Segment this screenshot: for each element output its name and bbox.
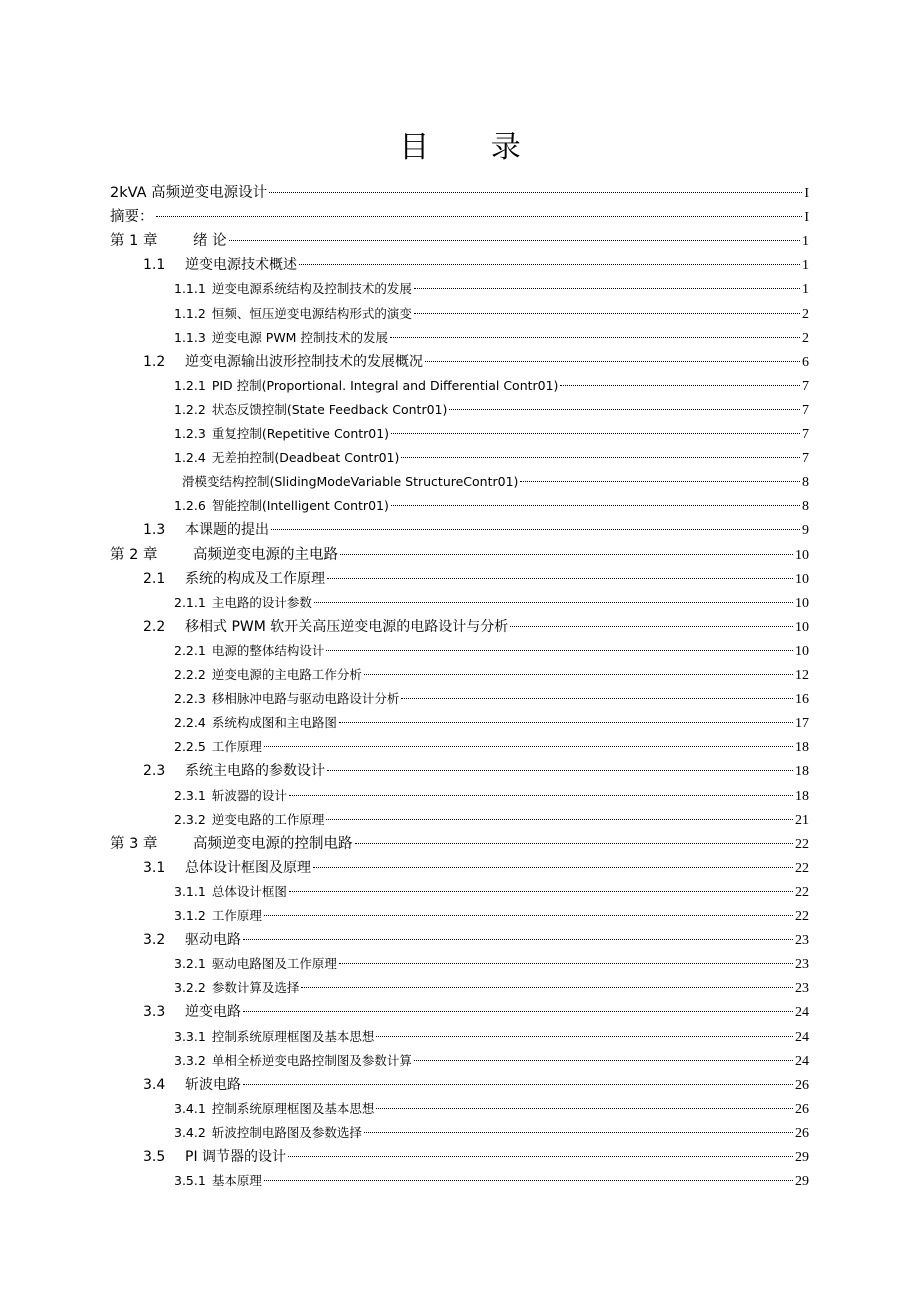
dot-leader bbox=[299, 264, 800, 265]
dot-leader bbox=[376, 1036, 793, 1037]
dot-leader bbox=[449, 409, 800, 410]
dot-leader bbox=[264, 915, 793, 916]
toc-entry-number: 1.2.3 bbox=[174, 426, 206, 441]
dot-leader bbox=[364, 674, 793, 675]
toc-entry-title: 系统的构成及工作原理 bbox=[185, 570, 325, 587]
toc-entry-page: 1 bbox=[802, 234, 809, 250]
dot-leader bbox=[376, 1108, 793, 1109]
toc-entry-page: 18 bbox=[795, 740, 809, 756]
toc-entry-title: 工作原理 bbox=[211, 739, 262, 755]
toc-entry-page: 22 bbox=[795, 860, 809, 876]
toc-entry-title: 逆变电源系统结构及控制技术的发展 bbox=[211, 281, 412, 297]
dot-leader bbox=[401, 698, 793, 699]
toc-entry-title: 总体设计框图及原理 bbox=[185, 859, 311, 876]
toc-entry-number: 1.2.2 bbox=[174, 401, 206, 417]
toc-entry-number: 1.1.3 bbox=[174, 329, 206, 345]
toc-entry-number: 2.2.4 bbox=[174, 715, 206, 731]
toc-entry[interactable] bbox=[143, 253, 809, 277]
toc-entry-number: 2.1.1 bbox=[174, 594, 206, 610]
dot-leader bbox=[326, 819, 793, 820]
toc-entry-page: 24 bbox=[795, 1053, 809, 1069]
toc-entry[interactable] bbox=[174, 904, 809, 928]
toc-entry[interactable] bbox=[174, 711, 809, 735]
toc-entry-page: 6 bbox=[802, 354, 809, 370]
toc-entry[interactable] bbox=[110, 832, 809, 856]
dot-leader bbox=[510, 626, 793, 627]
toc-entry-title: 斩波器的设计 bbox=[211, 787, 287, 803]
toc-entry-page: 1 bbox=[802, 282, 809, 298]
dot-leader bbox=[391, 433, 800, 434]
toc-entry-page: 26 bbox=[795, 1077, 809, 1093]
dot-leader bbox=[313, 867, 793, 868]
toc-entry-title: 高频逆变电源的控制电路 bbox=[193, 835, 353, 852]
toc-entry-number: 3.4 bbox=[143, 1076, 166, 1093]
toc-entry-page: 10 bbox=[795, 643, 809, 659]
toc-entry-page: 22 bbox=[795, 909, 809, 924]
toc-entry-number: 2.3.1 bbox=[174, 787, 206, 803]
toc-entry-title: 逆变电源 PWM 控制技术的发展 bbox=[211, 329, 388, 345]
toc-entry[interactable] bbox=[174, 976, 809, 1000]
toc-entry[interactable] bbox=[174, 1049, 809, 1073]
toc-entry[interactable] bbox=[143, 350, 809, 374]
toc-entry-page: 23 bbox=[795, 957, 809, 973]
toc-entry-number: 3.4.1 bbox=[174, 1100, 206, 1116]
toc-entry-page: 23 bbox=[795, 981, 809, 997]
toc-entry-number: 2.2.5 bbox=[174, 739, 206, 755]
toc-entry-title: PID 控制(Proportional. Integral and Differential Contr01) bbox=[211, 377, 559, 393]
toc-entry-page: 1 bbox=[802, 258, 809, 274]
dot-leader bbox=[327, 578, 793, 579]
toc-entry-title: 绪 论 bbox=[193, 233, 227, 250]
toc-entry-page: 24 bbox=[795, 1029, 809, 1045]
toc-entry-number: 1.1.1 bbox=[174, 281, 206, 297]
dot-leader bbox=[289, 795, 793, 796]
toc-entry-number: 1.3 bbox=[143, 522, 166, 539]
toc-entry-title: 逆变电路 bbox=[185, 1004, 241, 1021]
toc-entry[interactable] bbox=[174, 422, 809, 446]
toc-entry[interactable] bbox=[174, 277, 809, 301]
toc-entry-title: 工作原理 bbox=[211, 908, 262, 923]
toc-entry[interactable] bbox=[174, 494, 809, 518]
toc-entry-number: 3.3.1 bbox=[174, 1028, 206, 1044]
toc-entry-title: 单相全桥逆变电路控制图及参数计算 bbox=[211, 1052, 412, 1068]
toc-entry[interactable] bbox=[174, 374, 809, 398]
dot-leader bbox=[289, 891, 793, 892]
toc-entry[interactable] bbox=[174, 952, 809, 976]
toc-entry-page: I bbox=[804, 210, 809, 226]
toc-entry-page: 10 bbox=[795, 619, 809, 635]
dot-leader bbox=[414, 288, 800, 289]
toc-entry-title: 2kVA 高频逆变电源设计 bbox=[110, 185, 268, 201]
toc-entry-number: 第 3 章 bbox=[110, 835, 158, 852]
toc-entry[interactable] bbox=[143, 1145, 809, 1169]
toc-entry[interactable] bbox=[182, 470, 809, 494]
toc-entry-number: 3.2.2 bbox=[174, 980, 206, 996]
toc-entry-number: 2.2.2 bbox=[174, 667, 206, 682]
toc-entry-title: PI 调节器的设计 bbox=[185, 1149, 287, 1165]
toc-entry-page: 29 bbox=[795, 1174, 809, 1190]
toc-entry[interactable] bbox=[110, 229, 809, 253]
toc-entry-page: 26 bbox=[795, 1101, 809, 1117]
toc-entry[interactable] bbox=[143, 1000, 809, 1024]
dot-leader bbox=[401, 457, 800, 458]
toc-entry-page: 8 bbox=[802, 475, 809, 491]
dot-leader bbox=[288, 1156, 793, 1157]
toc-entry[interactable] bbox=[174, 591, 809, 615]
dot-leader bbox=[264, 1180, 793, 1181]
dot-leader bbox=[243, 1084, 793, 1085]
toc-entry[interactable] bbox=[174, 808, 809, 832]
toc-entry[interactable] bbox=[174, 1169, 809, 1193]
toc-entry[interactable] bbox=[143, 567, 809, 591]
toc-entry-title: 斩波控制电路图及参数选择 bbox=[211, 1124, 362, 1140]
toc-entry-page: I bbox=[804, 186, 809, 201]
toc-entry-number: 3.5.1 bbox=[174, 1173, 206, 1189]
toc-entry-title: 状态反馈控制(State Feedback Contr01) bbox=[211, 401, 448, 417]
toc-entry-title: 移相脉冲电路与驱动电路设计分析 bbox=[211, 691, 400, 707]
toc-entry-number: 3.3 bbox=[143, 1004, 166, 1021]
toc-entry-page: 18 bbox=[795, 764, 809, 780]
dot-leader bbox=[301, 987, 793, 988]
dot-leader bbox=[364, 1132, 793, 1133]
toc-entry-number: 3.2 bbox=[143, 932, 166, 949]
toc-entry-title: 总体设计框图 bbox=[211, 883, 287, 899]
toc-entry-number: 第 1 章 bbox=[110, 233, 158, 250]
dot-leader bbox=[271, 529, 800, 530]
toc-entry-number: 1.2.6 bbox=[174, 498, 206, 514]
toc-entry[interactable] bbox=[174, 1025, 809, 1049]
toc-entry[interactable] bbox=[174, 326, 809, 350]
toc-entry-title: 基本原理 bbox=[211, 1173, 262, 1189]
toc-entry-number: 1.2.4 bbox=[174, 450, 206, 466]
toc-entry-number: 2.2.1 bbox=[174, 642, 206, 658]
toc-entry-number: 3.3.2 bbox=[174, 1052, 206, 1068]
toc-entry-title: 滑模变结构控制(SlidingModeVariable StructureContr01) bbox=[182, 474, 519, 490]
toc-entry-page: 29 bbox=[795, 1150, 809, 1165]
dot-leader bbox=[264, 746, 793, 747]
toc-entry-page: 26 bbox=[795, 1125, 809, 1141]
toc-entry[interactable] bbox=[143, 928, 809, 952]
dot-leader bbox=[314, 602, 793, 603]
toc-entry-title: 高频逆变电源的主电路 bbox=[193, 546, 338, 563]
toc-entry-number: 2.3.2 bbox=[174, 811, 206, 827]
toc-entry-page: 10 bbox=[795, 547, 809, 563]
toc-entry[interactable] bbox=[174, 302, 809, 326]
dot-leader bbox=[355, 843, 794, 844]
toc-entry-title: 控制系统原理框图及基本思想 bbox=[211, 1100, 375, 1116]
toc-entry-title: 摘要： bbox=[110, 209, 154, 226]
toc-entry[interactable] bbox=[174, 1097, 809, 1121]
dot-leader bbox=[414, 313, 800, 314]
toc-entry-title: 无差拍控制(Deadbeat Contr01) bbox=[211, 450, 400, 466]
toc-entry-number: 第 2 章 bbox=[110, 546, 158, 563]
dot-leader bbox=[520, 481, 800, 482]
toc-entry-number: 2.2 bbox=[143, 618, 166, 635]
toc-entry[interactable] bbox=[143, 1073, 809, 1097]
toc-entry-number: 3.1.2 bbox=[174, 908, 206, 923]
toc-entry[interactable] bbox=[174, 639, 809, 663]
toc-entry-title: 参数计算及选择 bbox=[211, 980, 300, 996]
toc-entry-title: 主电路的设计参数 bbox=[211, 594, 312, 610]
toc-entry-number: 3.5 bbox=[143, 1149, 166, 1165]
toc-entry-title: 本课题的提出 bbox=[185, 522, 269, 539]
toc-entry-page: 21 bbox=[795, 812, 809, 828]
toc-entry[interactable] bbox=[174, 687, 809, 711]
dot-leader bbox=[414, 1060, 793, 1061]
toc-entry-title: 移相式 PWM 软开关高压逆变电源的电路设计与分析 bbox=[185, 618, 509, 635]
toc-entry-number: 3.2.1 bbox=[174, 956, 206, 972]
toc-entry-page: 16 bbox=[795, 692, 809, 708]
toc-entry-number: 3.4.2 bbox=[174, 1124, 206, 1140]
dot-leader bbox=[390, 337, 800, 338]
toc-entry-page: 7 bbox=[802, 378, 809, 394]
toc-entry-title: 驱动电路图及工作原理 bbox=[211, 956, 337, 972]
toc-entry-page: 9 bbox=[802, 523, 809, 539]
dot-leader bbox=[560, 385, 800, 386]
toc-entry[interactable] bbox=[174, 735, 809, 759]
toc-entry[interactable] bbox=[174, 880, 809, 904]
toc-entry[interactable] bbox=[174, 446, 809, 470]
toc-entry-page: 7 bbox=[802, 427, 809, 442]
toc-entry-number: 3.1.1 bbox=[174, 883, 206, 899]
toc-entry[interactable] bbox=[110, 543, 809, 567]
toc-entry[interactable] bbox=[143, 759, 809, 783]
toc-entry-title: 逆变电源的主电路工作分析 bbox=[211, 667, 362, 682]
toc-entry-page: 2 bbox=[802, 306, 809, 322]
dot-leader bbox=[327, 770, 793, 771]
dot-leader bbox=[243, 939, 793, 940]
toc-entry-page: 24 bbox=[795, 1005, 809, 1021]
toc-entry[interactable] bbox=[143, 615, 809, 639]
toc-entry-title: 电源的整体结构设计 bbox=[211, 642, 325, 658]
toc-entry-number: 1.2.1 bbox=[174, 377, 206, 393]
toc-entry-title: 逆变电路的工作原理 bbox=[211, 811, 325, 827]
toc-entry-page: 7 bbox=[802, 402, 809, 418]
toc-entry-title: 驱动电路 bbox=[185, 932, 241, 949]
toc-entry[interactable] bbox=[143, 856, 809, 880]
toc-entry-page: 17 bbox=[795, 716, 809, 732]
toc-entry[interactable] bbox=[174, 398, 809, 422]
dot-leader bbox=[229, 240, 800, 241]
toc-entry[interactable] bbox=[174, 1121, 809, 1145]
toc-entry[interactable] bbox=[174, 663, 809, 687]
toc-entry-page: 10 bbox=[795, 571, 809, 587]
toc-entry-title: 系统构成图和主电路图 bbox=[211, 715, 337, 731]
dot-leader bbox=[156, 216, 803, 217]
toc-entry-page: 18 bbox=[795, 788, 809, 804]
toc-entry-number: 1.2 bbox=[143, 353, 166, 370]
dot-leader bbox=[391, 505, 800, 506]
toc-entry-page: 2 bbox=[802, 330, 809, 346]
dot-leader bbox=[269, 192, 802, 193]
toc-entry-title: 控制系统原理框图及基本思想 bbox=[211, 1028, 375, 1044]
toc-entry-page: 7 bbox=[802, 451, 809, 467]
toc-entry[interactable] bbox=[174, 784, 809, 808]
toc-entry-page: 22 bbox=[795, 884, 809, 900]
toc-entry-title: 逆变电源输出波形控制技术的发展概况 bbox=[185, 353, 423, 370]
toc-entry-page: 22 bbox=[795, 836, 809, 852]
dot-leader bbox=[243, 1011, 793, 1012]
toc-entry-page: 8 bbox=[802, 499, 809, 515]
toc-entry-title: 智能控制(Intelligent Contr01) bbox=[211, 498, 389, 514]
dot-leader bbox=[339, 722, 793, 723]
toc-entry-title: 重复控制(Repetitive Contr01) bbox=[211, 426, 390, 441]
toc-entry-title: 逆变电源技术概述 bbox=[185, 257, 297, 274]
dot-leader bbox=[326, 650, 793, 651]
toc-entry-title: 斩波电路 bbox=[185, 1076, 241, 1093]
toc-entry-page: 23 bbox=[795, 933, 809, 949]
toc-entry-number: 2.2.3 bbox=[174, 691, 206, 707]
toc-entry-number: 1.1.2 bbox=[174, 305, 206, 321]
toc-entry-number: 2.1 bbox=[143, 570, 166, 587]
toc-entry-number: 3.1 bbox=[143, 859, 166, 876]
toc-entry-number: 1.1 bbox=[143, 257, 166, 274]
toc-entry[interactable] bbox=[110, 181, 809, 205]
toc-entry-page: 10 bbox=[795, 595, 809, 611]
toc-entry[interactable] bbox=[110, 205, 809, 229]
page-title: 目 录 bbox=[399, 130, 547, 165]
dot-leader bbox=[340, 554, 793, 555]
toc-entry-title: 恒频、恒压逆变电源结构形式的演变 bbox=[211, 305, 412, 321]
toc-entry[interactable] bbox=[143, 518, 809, 542]
dot-leader bbox=[339, 963, 793, 964]
toc-entry-page: 12 bbox=[795, 668, 809, 683]
toc-entry-title: 系统主电路的参数设计 bbox=[185, 763, 325, 780]
toc-entry-number: 2.3 bbox=[143, 763, 166, 780]
dot-leader bbox=[425, 361, 800, 362]
